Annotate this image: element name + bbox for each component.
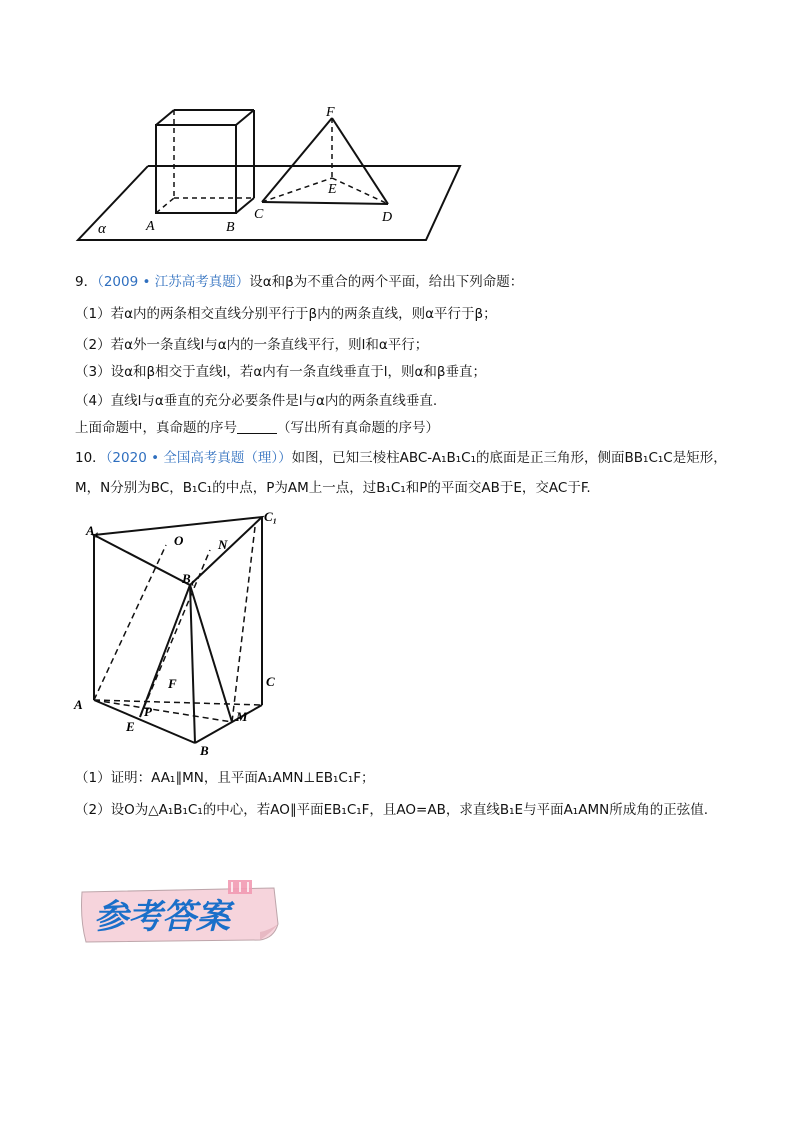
label-B1: B₁	[182, 571, 196, 586]
label-alpha: α	[98, 221, 106, 237]
label-B: B	[200, 743, 209, 758]
label-A: A	[146, 219, 155, 234]
q9-item-4: （4）直线l与α垂直的充分必要条件是l与α内的两条直线垂直.	[75, 393, 438, 409]
label-E: E	[328, 182, 337, 197]
label-E: E	[126, 719, 135, 734]
label-C: C	[266, 674, 275, 689]
q10-source: （2020 • 全国高考真题（理））	[105, 450, 292, 466]
q9-header	[75, 272, 523, 292]
q9-number: 9．	[75, 274, 98, 290]
q10-number: 10．	[75, 450, 106, 466]
q9-item-1: （1）若α内的两条相交直线分别平行于β内的两条直线，则α平行于β；	[75, 306, 497, 322]
label-C1: C₁	[264, 509, 278, 524]
q9-stem: 设α和β为不重合的两个平面，给出下列命题：	[249, 274, 524, 290]
prism-top-face	[94, 517, 262, 585]
label-D: D	[382, 210, 393, 225]
q10-stem-2: M，N分别为BC，B₁C₁的中点，P为AM上一点，过B₁C₁和P的平面交AB于E，交AC于F.	[75, 480, 591, 496]
q9-ask-after: （写出所有真命题的序号）	[277, 420, 439, 436]
answer-blank	[237, 419, 277, 434]
label-B: B	[226, 220, 235, 235]
q10-part-1: （1）证明：AA₁∥MN，且平面A₁AMN⊥EB₁C₁F；	[75, 770, 375, 786]
label-F: F	[326, 105, 335, 120]
banner-title: 参考答案	[94, 897, 230, 937]
label-A: A	[74, 697, 83, 712]
q10-stem-1: 如图，已知三棱柱ABC-A₁B₁C₁的底面是正三角形，侧面BB₁C₁C是矩形，	[291, 450, 727, 466]
label-N: N	[218, 537, 228, 552]
q10-header	[75, 448, 727, 468]
q10-part-2: （2）设O为△A₁B₁C₁的中心，若AO∥平面EB₁C₁F，且AO=AB，求直线B₁E与平面A₁AMN所成角的正弦值.	[75, 802, 708, 818]
figure-cube-pyramid	[70, 100, 470, 250]
answer-banner	[74, 880, 294, 950]
label-M: M	[236, 709, 248, 724]
q9-ask-before: 上面命题中，真命题的序号	[75, 420, 237, 436]
label-F: F	[168, 676, 177, 691]
q9-item-3: （3）设α和β相交于直线l，若α内有一条直线垂直于l，则α和β垂直；	[75, 364, 487, 380]
q9-ask	[75, 418, 439, 438]
cube-front	[156, 125, 236, 213]
q9-source: （2009 • 江苏高考真题）	[97, 274, 250, 290]
label-P: P	[144, 704, 152, 719]
q9-item-2: （2）若α外一条直线l与α内的一条直线平行，则l和α平行；	[75, 337, 429, 353]
label-A1: A₁	[86, 523, 100, 538]
label-C: C	[254, 207, 264, 222]
label-O: O	[174, 533, 184, 548]
figure-prism	[70, 505, 300, 760]
